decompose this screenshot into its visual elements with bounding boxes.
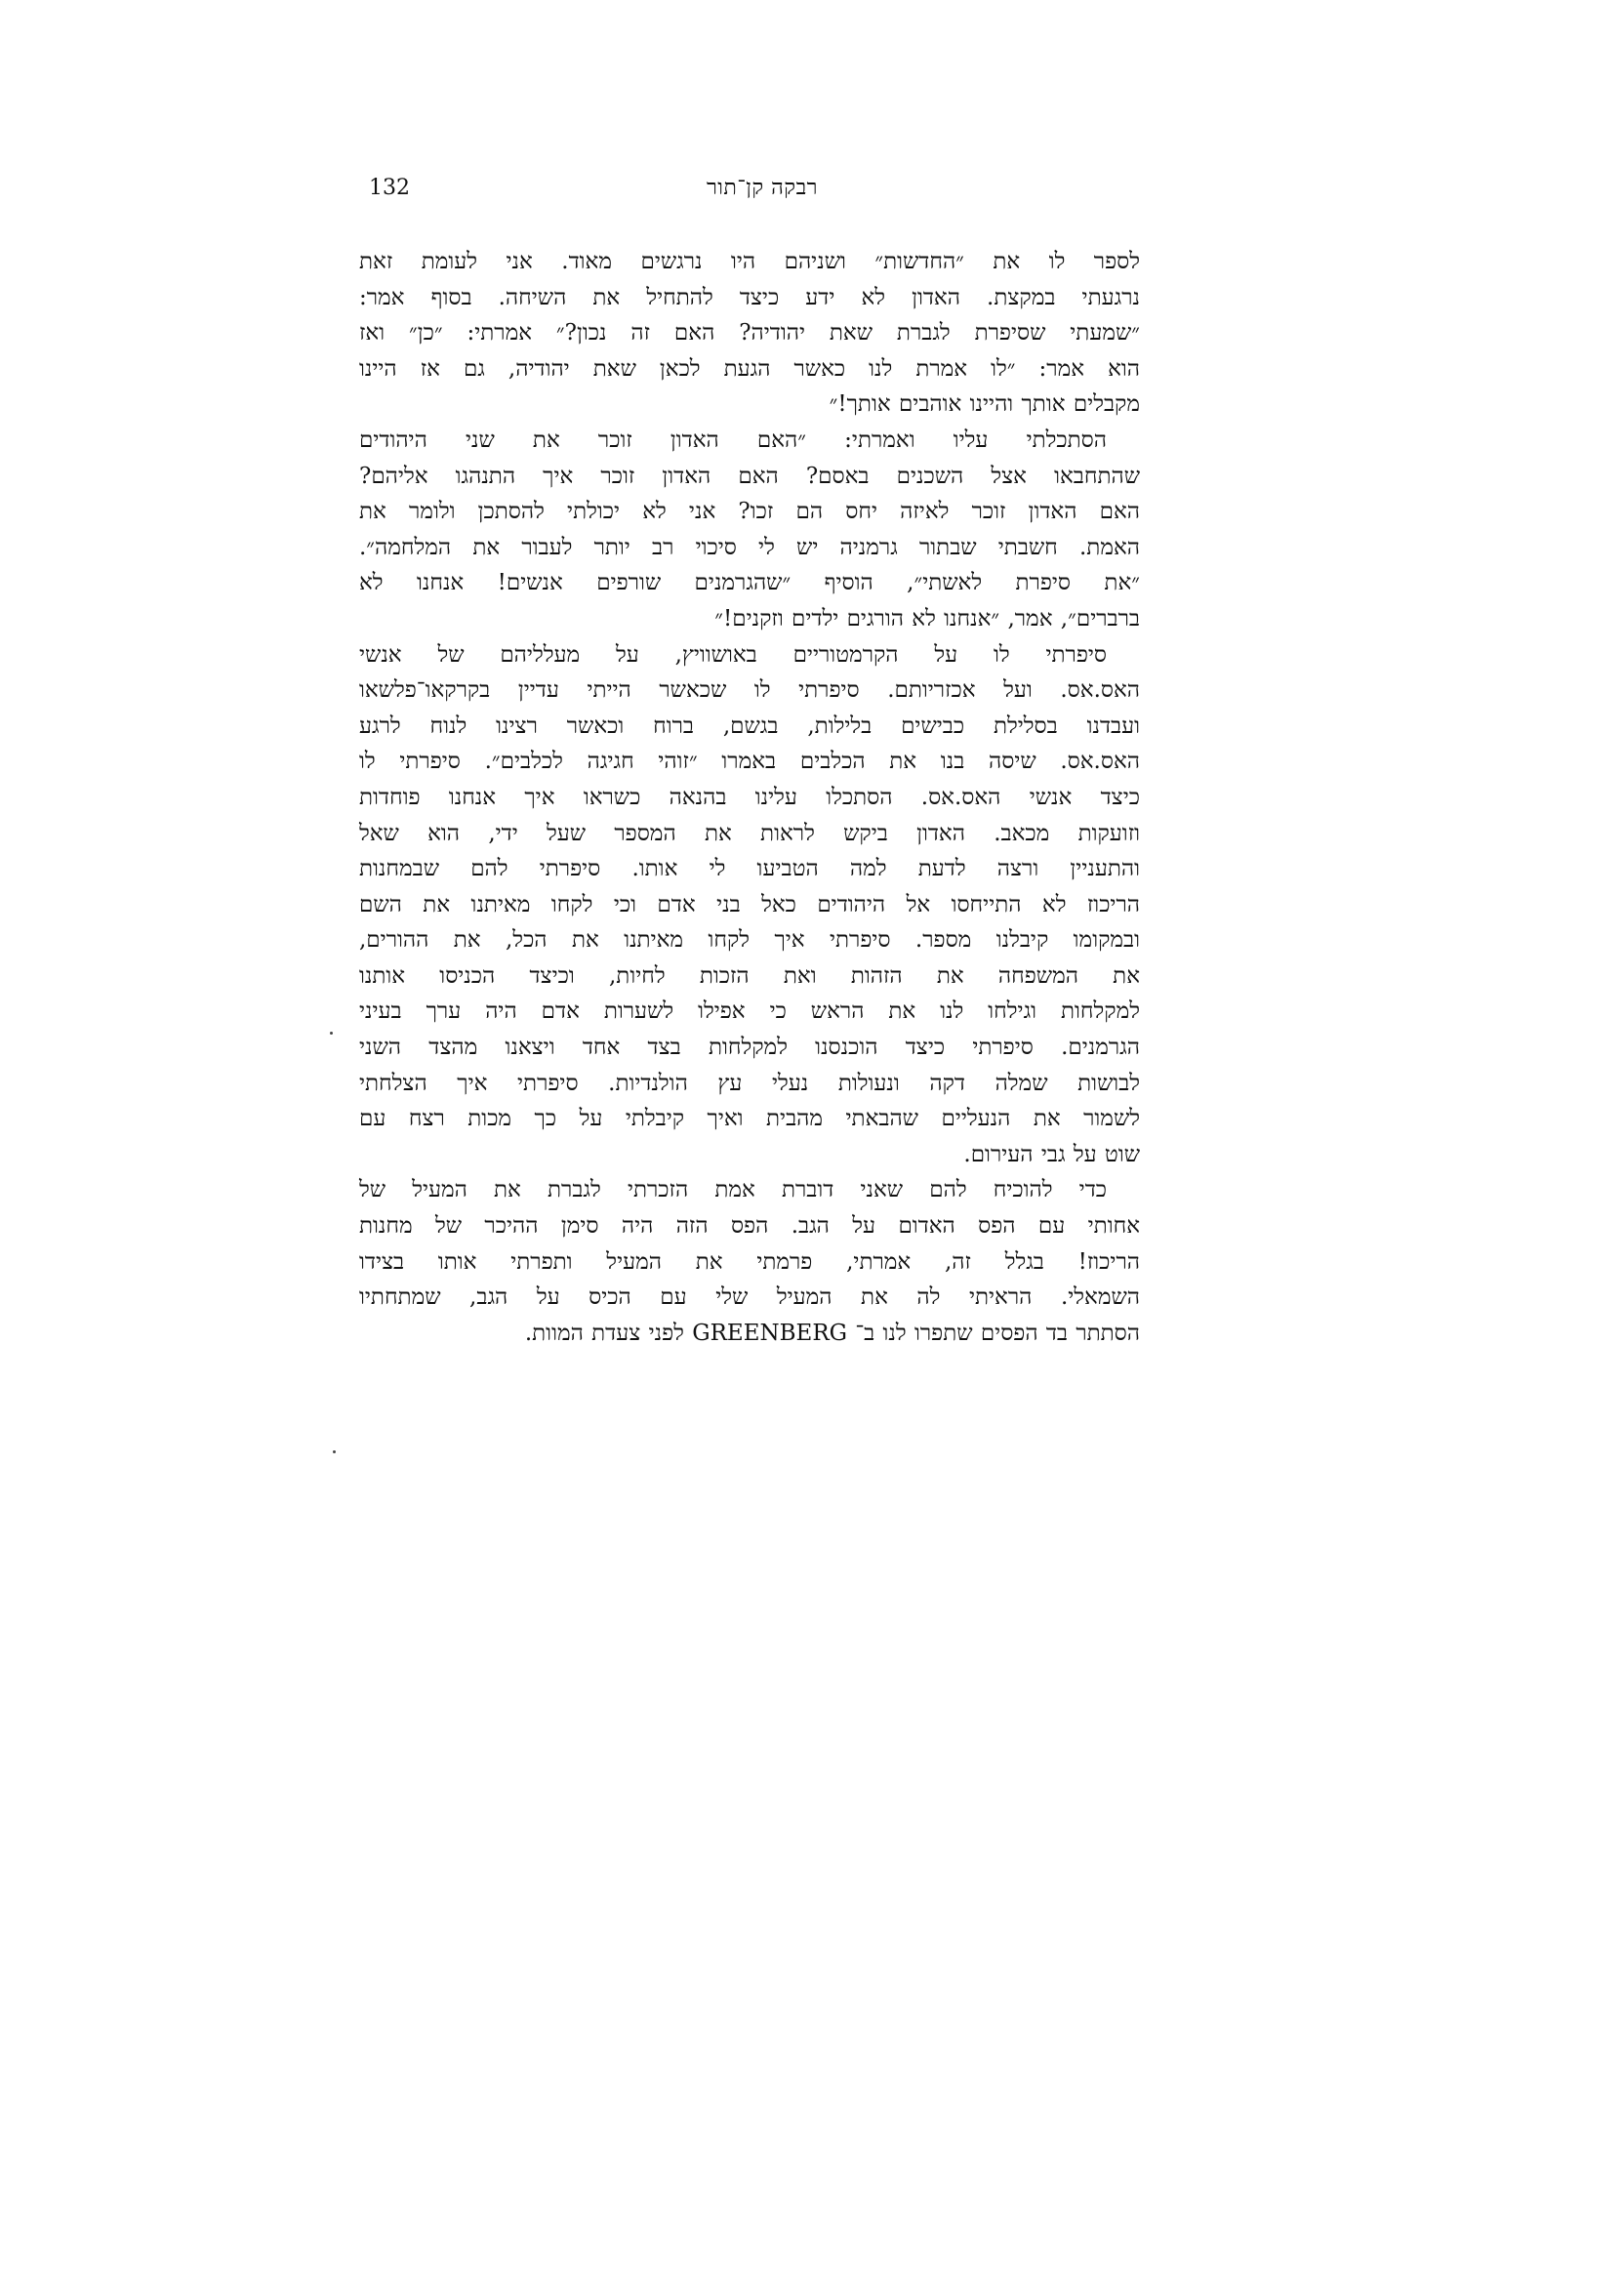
text-line: האס.אס. ועל אכזריותם. סיפרתי לו שכאשר הייתי עדיין בקרקאו־פלשאו xyxy=(359,677,1140,704)
text-line: את המשפחה את הזהות ואת הזכות לחיות, וכיצד הכניסו אותנו xyxy=(359,962,1140,989)
text-line: הסתכלתי עליו ואמרתי: ״האם האדון זוכר את שני היהודים xyxy=(359,427,1107,453)
text-line: הסתתר בד הפסים שתפרו לנו ב־ GREENBERG לפני צעדת המוות. xyxy=(524,1320,1140,1346)
text-line: ועבדנו בסלילת כבישים בלילות, בגשם, ברוח וכאשר רצינו לנוח לרגע xyxy=(359,712,1140,739)
paragraph xyxy=(359,1172,1140,1351)
text-line: כדי להוכיח להם שאני דוברת אמת הזכרתי לגברת את המעיל של xyxy=(359,1177,1107,1203)
text-line: הוא אמר: ״לו אמרת לנו כאשר הגעת לכאן שאת יהודיה, גם אז היינו xyxy=(359,355,1140,382)
text-line: לבושות שמלה דקה ונעולות נעלי עץ הולנדיות. סיפרתי איך הצלחתי xyxy=(359,1070,1140,1096)
text-line: כיצד אנשי האס.אס. הסתכלו עלינו בהנאה כשראו איך אנחנו פוחדות xyxy=(359,784,1140,810)
text-line: ברברים״, אמר, ״אנחנו לא הורגים ילדים וזקנים!״ xyxy=(714,605,1140,631)
text-line: וזועקות מכאב. האדון ביקש לראות את המספר שעל ידי, הוא שאל xyxy=(359,820,1140,846)
text-line: השמאלי. הראיתי לה את המעיל שלי עם הכיס על הגב, שמתחתיו xyxy=(359,1284,1140,1311)
text-line: הריכוז לא התייחסו אל היהודים כאל בני אדם וכי לקחו מאיתנו את השם xyxy=(359,891,1140,917)
text-line: ״שמעתי שסיפרת לגברת שאת יהודיה? האם זה נכון?״ אמרתי: ״כן״ ואז xyxy=(359,320,1140,346)
text-line: והתעניין ורצה לדעת למה הטביעו לי אותו. סיפרתי להם שבמחנות xyxy=(359,856,1140,882)
body-text xyxy=(359,244,1140,1351)
text-line: מקבלים אותך והיינו אוהבים אותך!״ xyxy=(829,391,1140,418)
scan-speck xyxy=(330,1032,333,1035)
running-header-author: רבקה קן־תור xyxy=(707,176,818,200)
text-line: למקלחות וגילחו לנו את הראש כי אפילו לשערות אדם היה ערך בעיני xyxy=(359,998,1140,1025)
text-line: סיפרתי לו על הקרמטוריים באושוויץ, על מעלליהם של אנשי xyxy=(359,641,1107,668)
text-line: שוט על גבי העירום. xyxy=(963,1141,1140,1167)
text-line: אחותי עם הפס האדום על הגב. הפס הזה היה סימן ההיכר של מחנות xyxy=(359,1213,1140,1240)
text-line: האמת. חשבתי שבתור גרמניה יש לי סיכוי רב יותר לעבור את המלחמה״. xyxy=(359,534,1140,560)
paragraph xyxy=(359,637,1140,1173)
text-line: הריכוז! בגלל זה, אמרתי, פרמתי את המעיל ותפרתי אותו בצידו xyxy=(359,1248,1140,1275)
running-header xyxy=(369,172,1140,211)
text-line: נרגעתי במקצת. האדון לא ידע כיצד להתחיל את השיחה. בסוף אמר: xyxy=(359,284,1140,310)
text-line: האם האדון זוכר לאיזה יחס הם זכו? אני לא יכולתי להסתכן ולומר את xyxy=(359,499,1140,525)
paragraph xyxy=(359,423,1140,637)
scan-speck xyxy=(333,1450,336,1453)
text-line: האס.אס. שיסה בנו את הכלבים באמרו ״זוהי חגיגה לכלבים״. סיפרתי לו xyxy=(359,749,1140,775)
text-line: לספר לו את ״החדשות״ ושניהם היו נרגשים מאוד. אני לעומת זאת xyxy=(359,249,1140,274)
text-line: לשמור את הנעליים שהבאתי מהבית ואיך קיבלתי על כך מכות רצח עם xyxy=(359,1106,1140,1132)
paragraph xyxy=(359,244,1140,423)
text-line: הגרמנים. סיפרתי כיצד הוכנסנו למקלחות בצד אחד ויצאנו מהצד השני xyxy=(359,1035,1140,1061)
text-line: שהתחבאו אצל השכנים באסם? האם האדון זוכר איך התנהגו אליהם? xyxy=(359,463,1140,489)
text-line: ״את סיפרת לאשתי״, הוסיף ״שהגרמנים שורפים אנשים! אנחנו לא xyxy=(359,570,1140,596)
text-line: ובמקומו קיבלנו מספר. סיפרתי איך לקחו מאיתנו את הכל, את ההורים, xyxy=(359,927,1140,954)
page-number: 132 xyxy=(369,176,410,200)
